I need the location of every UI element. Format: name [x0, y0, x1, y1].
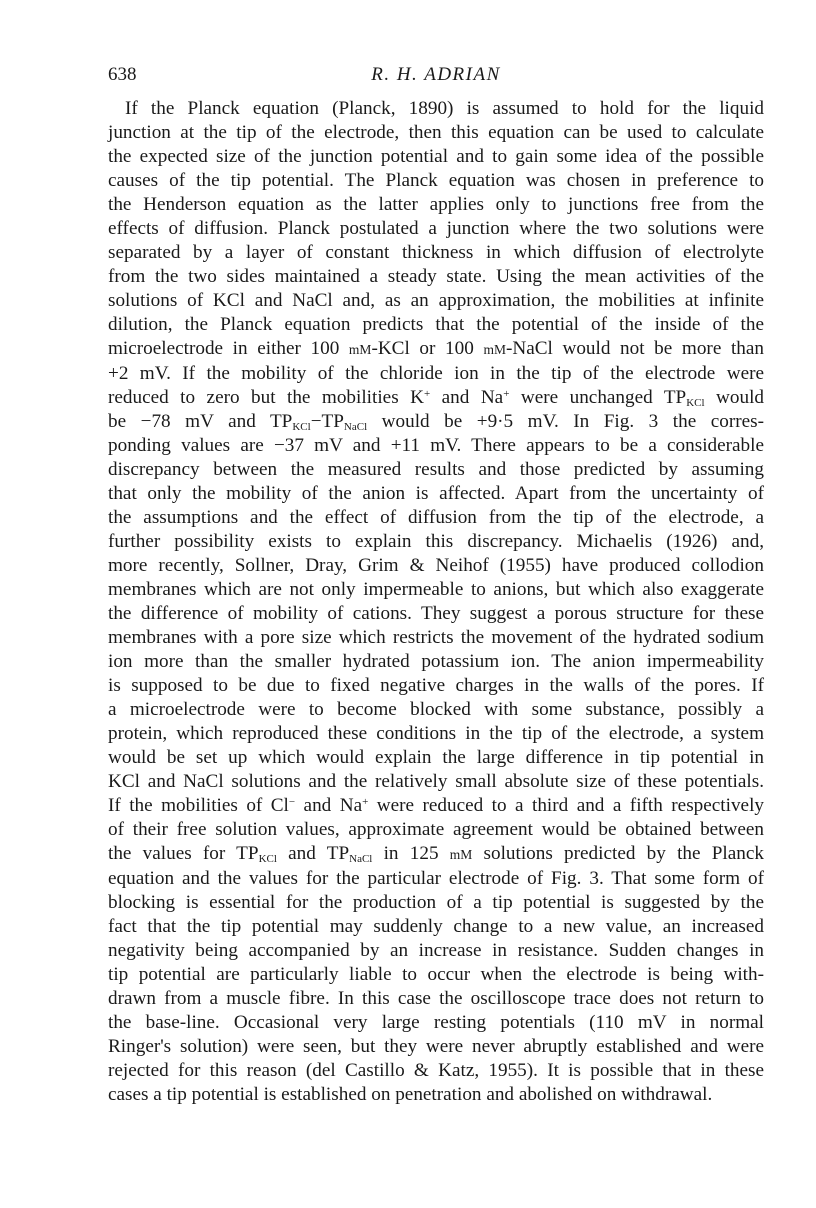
text-line: reduced to zero but the mobilities K+ and Na+ were unchanged $TP_{KCl}$ would — [108, 386, 765, 409]
text-line: tip potential are particularly liable to occur when the electrode is being with- — [108, 963, 764, 985]
text-line: more recently, Sollner, Dray, Grim & Neihof (1955) have produced collodion — [108, 554, 764, 576]
page-number: 638 — [108, 64, 137, 85]
text-line: ion more than the smaller hydrated potassium ion. The anion impermeability — [108, 651, 764, 673]
text-line: from the two sides maintained a steady state. Using the mean activities of the — [108, 266, 764, 288]
running-header — [108, 64, 764, 94]
text-line: discrepancy between the measured results and those predicted by assuming — [108, 458, 764, 480]
text-line: +2 mV. If the mobility of the chloride ion in the tip of the electrode were — [108, 362, 764, 384]
text-line: junction at the tip of the electrode, then this equation can be used to calculate — [108, 122, 764, 144]
text-line: rejected for this reason (del Castillo & Katz, 1955). It is possible that in these — [108, 1059, 764, 1081]
text-line: dilution, the Planck equation predicts that the potential of the inside of the — [108, 314, 764, 336]
text-line: the values for $TP_{KCl}$ and $TP_{NaCl}$ in 125 mM solutions predicted by the Planck — [108, 843, 764, 866]
text-line: be −78 mV and $TP_{KCl}-TP_{NaCl}$ would be +9·5 mV. In Fig. 3 the corres- — [108, 410, 764, 433]
text-line: protein, which reproduced these conditions in the tip of the electrode, a system — [108, 723, 764, 745]
text-line: equation and the values for the particular electrode of Fig. 3. That some form of — [108, 867, 764, 889]
text-line: solutions of KCl and NaCl and, as an approximation, the mobilities at infinite — [108, 290, 764, 312]
text-line: cases a tip potential is established on penetration and abolished on withdrawal. — [108, 1083, 713, 1105]
text-line: drawn from a muscle fibre. In this case the oscilloscope trace does not return to — [108, 987, 764, 1009]
text-line: fact that the tip potential may suddenly change to a new value, an increased — [108, 915, 764, 937]
text-line: the assumptions and the effect of diffusion from the tip of the electrode, a — [108, 506, 764, 528]
text-line: KCl and NaCl solutions and the relatively small absolute size of these potentials. — [108, 771, 764, 793]
text-line: membranes with a pore size which restricts the movement of the hydrated sodium — [108, 627, 764, 649]
text-line: further possibility exists to explain this discrepancy. Michaelis (1926) and, — [108, 530, 764, 552]
text-line: Ringer's solution) were seen, but they were never abruptly established and were — [108, 1035, 764, 1057]
text-line: the base-line. Occasional very large resting potentials (110 mV in normal — [108, 1011, 764, 1033]
text-line: the Henderson equation as the latter applies only to junctions free from the — [108, 194, 764, 216]
text-line: is supposed to be due to fixed negative charges in the walls of the pores. If — [108, 675, 764, 697]
text-line: effects of diffusion. Planck postulated a junction where the two solutions were — [108, 218, 764, 240]
text-line: microelectrode in either 100 mM-KCl or 100 mM-NaCl would not be more than — [108, 338, 764, 360]
body-paragraph — [108, 97, 764, 1107]
text-line: would be set up which would explain the large difference in tip potential in — [108, 747, 764, 769]
text-line: If the mobilities of Cl− and Na+ were reduced to a third and a fifth respectively — [108, 795, 764, 817]
text-line: that only the mobility of the anion is affected. Apart from the uncertainty of — [108, 482, 764, 504]
text-line: the expected size of the junction potential and to gain some idea of the possible — [108, 146, 764, 168]
text-line: negativity being accompanied by an increase in resistance. Sudden changes in — [108, 939, 764, 961]
text-line: of their free solution values, approximate agreement would be obtained between — [108, 819, 764, 841]
text-line: a microelectrode were to become blocked with some substance, possibly a — [108, 699, 764, 721]
running-head-author: R. H. ADRIAN — [371, 64, 501, 85]
text-line: If the Planck equation (Planck, 1890) is assumed to hold for the liquid — [125, 98, 764, 119]
text-line: ponding values are −37 mV and +11 mV. There appears to be a considerable — [108, 434, 764, 456]
text-line: the difference of mobility of cations. They suggest a porous structure for these — [108, 602, 764, 624]
text-line: separated by a layer of constant thickness in which diffusion of electrolyte — [108, 242, 764, 264]
text-line: membranes which are not only impermeable to anions, but which also exaggerate — [108, 578, 764, 600]
text-line: blocking is essential for the production of a tip potential is suggested by the — [108, 891, 764, 913]
text-line: causes of the tip potential. The Planck equation was chosen in preference to — [108, 170, 764, 192]
